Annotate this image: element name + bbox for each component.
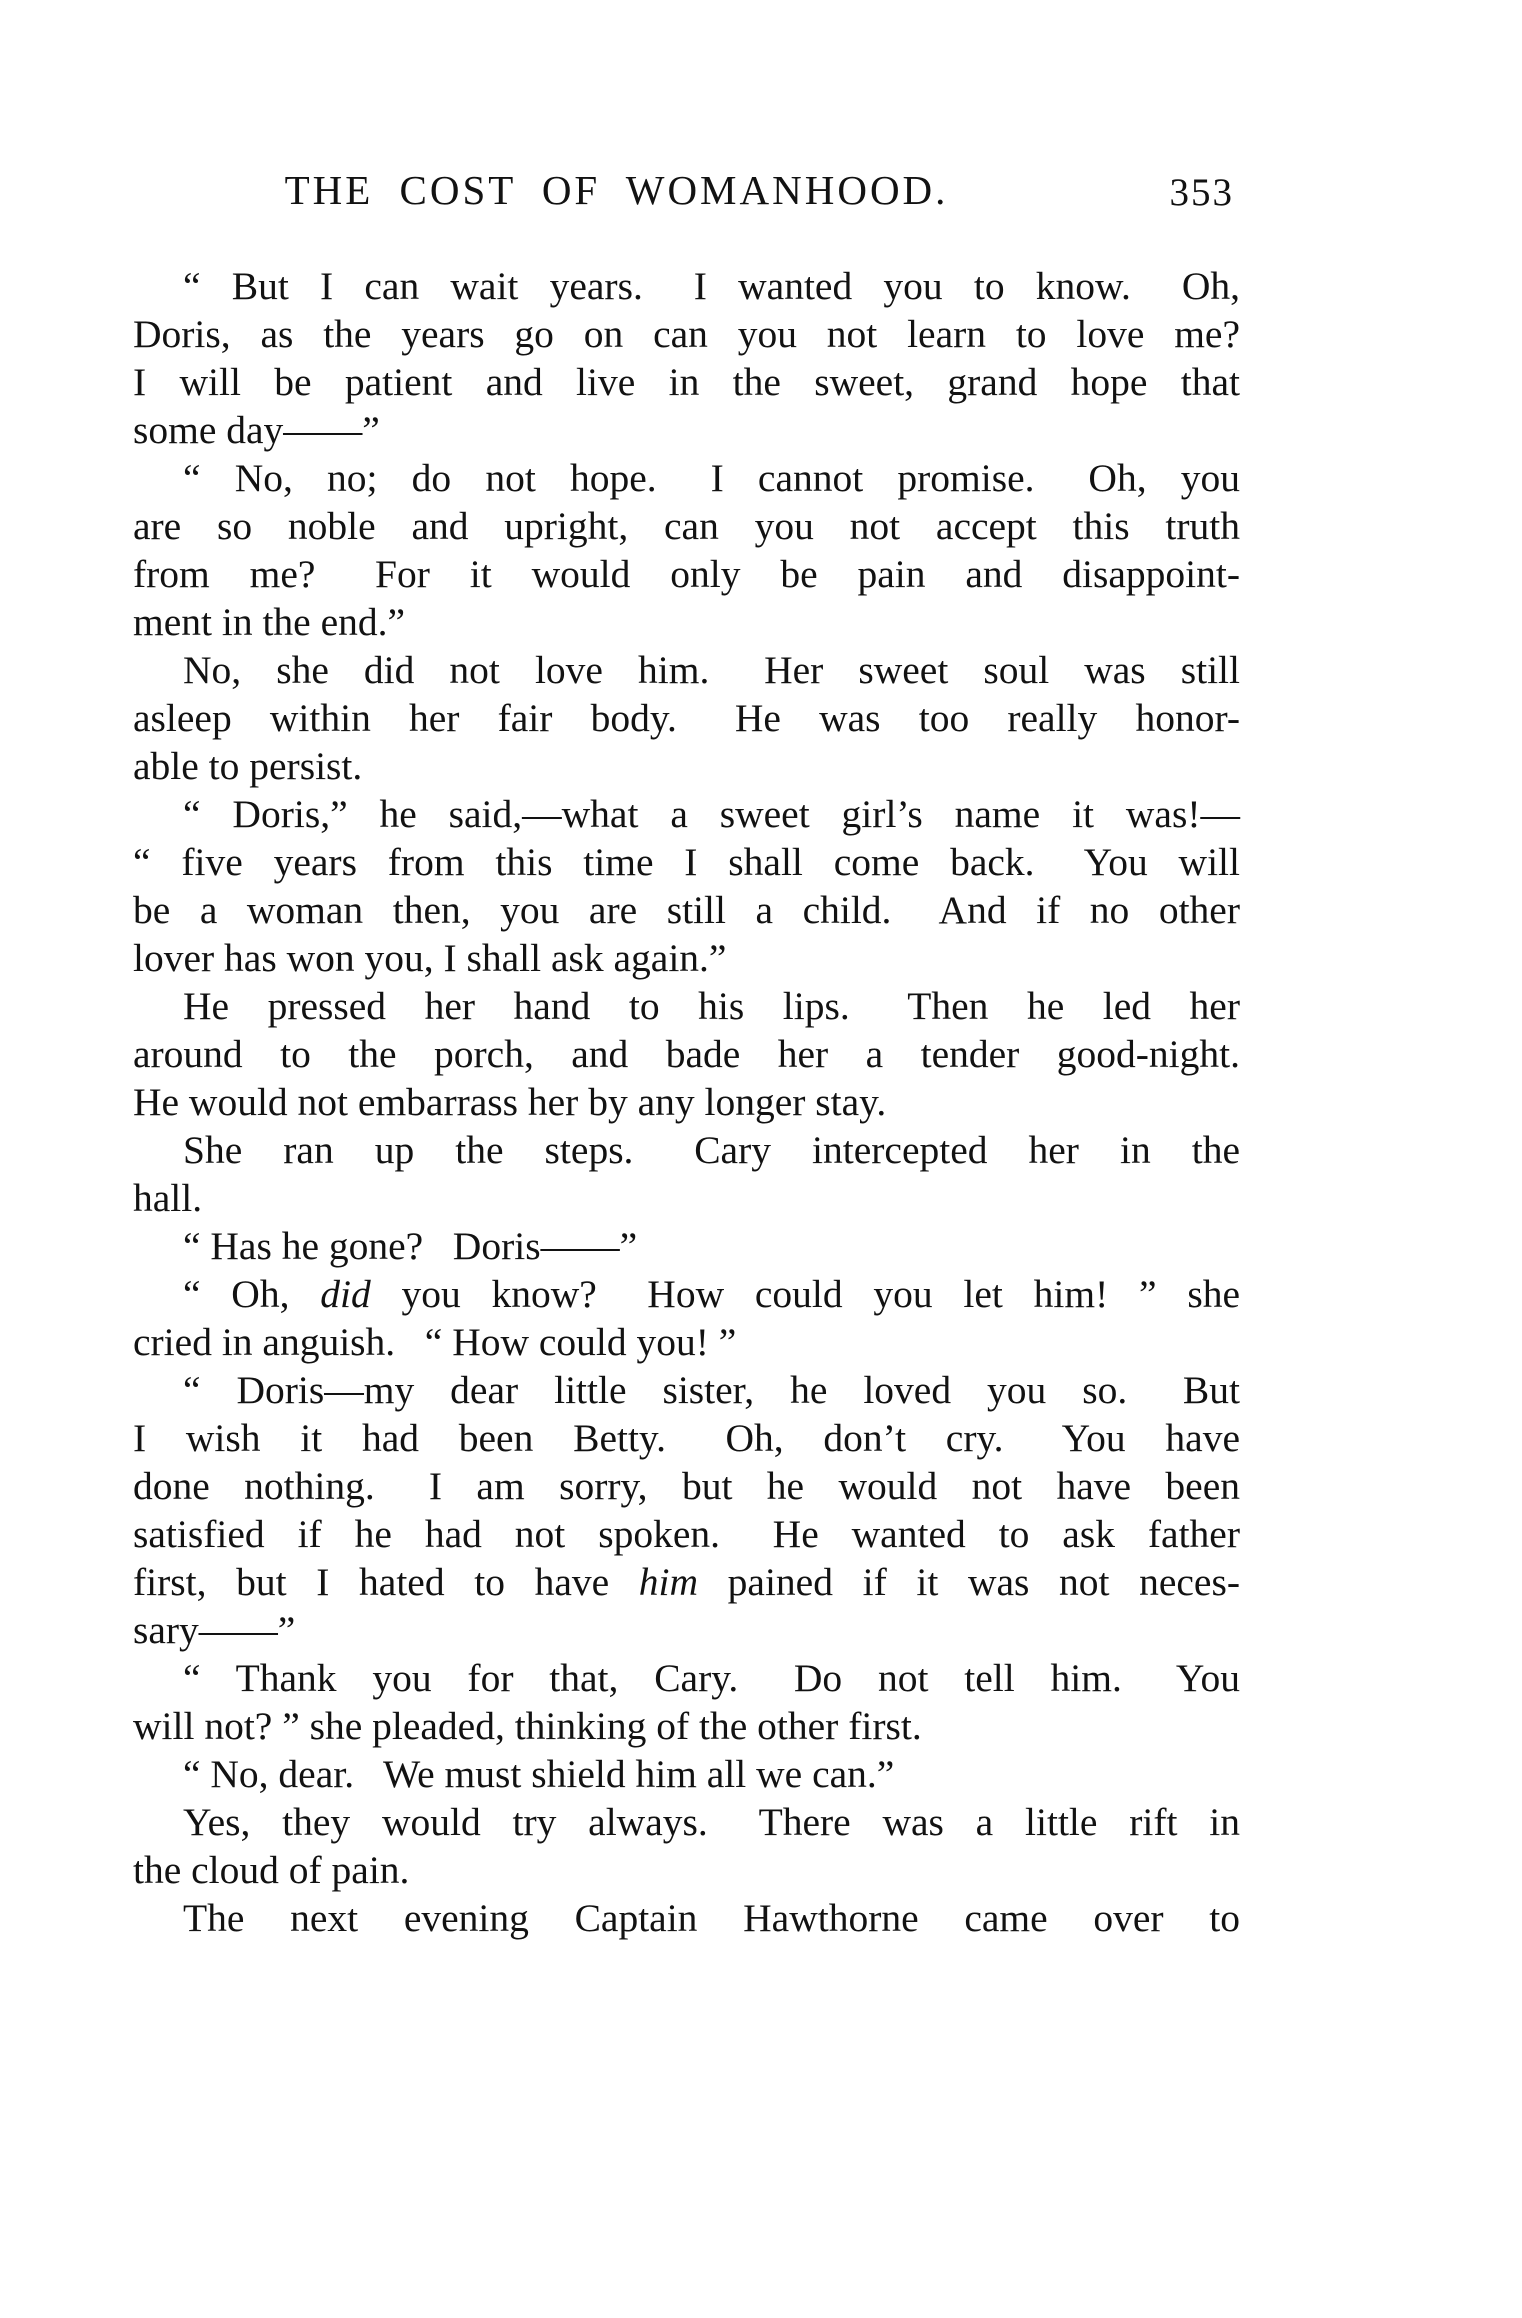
page-body <box>133 262 1240 1942</box>
text-line <box>133 1174 1240 1222</box>
text-segment: be a woman then, you are still a child. And if no other <box>133 888 1240 932</box>
text-segment: Doris, as the years go on can you not learn to love me? <box>133 312 1240 356</box>
text-segment: lover has won you, I shall ask again.” <box>133 936 727 980</box>
text-line <box>133 1030 1240 1078</box>
text-segment: around to the porch, and bade her a tender good-night. <box>133 1032 1240 1076</box>
page-header <box>133 166 1240 218</box>
text-segment: first, but I hated to have <box>133 1560 639 1604</box>
italic-text-segment: did <box>320 1272 371 1316</box>
text-line <box>133 1606 1240 1654</box>
text-line <box>133 1654 1240 1702</box>
text-segment: “ No, no; do not hope. I cannot promise. Oh, you <box>183 456 1240 500</box>
text-segment: “ Oh, <box>183 1272 321 1316</box>
text-segment: the cloud of pain. <box>133 1848 410 1892</box>
text-line <box>133 1750 1240 1798</box>
text-segment: “ No, dear. We must shield him all we can.” <box>183 1752 895 1796</box>
text-segment: able to persist. <box>133 744 363 788</box>
text-line <box>133 934 1240 982</box>
text-line <box>133 790 1240 838</box>
text-segment: He would not embarrass her by any longer stay. <box>133 1080 887 1124</box>
text-segment: hall. <box>133 1176 203 1220</box>
text-segment: I wish it had been Betty. Oh, don’t cry. You have <box>133 1416 1240 1460</box>
text-line <box>133 1222 1240 1270</box>
text-segment: The next evening Captain Hawthorne came over to <box>183 1896 1240 1940</box>
text-line <box>133 406 1240 454</box>
text-segment: cried in anguish. “ How could you! ” <box>133 1320 737 1364</box>
text-line <box>133 1702 1240 1750</box>
text-segment: “ But I can wait years. I wanted you to know. Oh, <box>183 264 1240 308</box>
text-segment: “ five years from this time I shall come back. You will <box>133 840 1240 884</box>
text-line <box>133 1318 1240 1366</box>
text-segment: Yes, they would try always. There was a little rift in <box>183 1800 1240 1844</box>
text-line <box>133 454 1240 502</box>
text-segment: ment in the end.” <box>133 600 406 644</box>
text-segment: “ Doris,” he said,—what a sweet girl’s name it was!— <box>183 792 1240 836</box>
text-line <box>133 598 1240 646</box>
text-line <box>133 1558 1240 1606</box>
text-line <box>133 982 1240 1030</box>
page-number: 353 <box>1169 171 1234 214</box>
text-segment: done nothing. I am sorry, but he would not have been <box>133 1464 1240 1508</box>
text-segment: some day——” <box>133 408 380 452</box>
text-line <box>133 1798 1240 1846</box>
text-line <box>133 1270 1240 1318</box>
text-segment: She ran up the steps. Cary intercepted her in the <box>183 1128 1240 1172</box>
italic-text-segment: him <box>638 1560 699 1604</box>
text-line <box>133 1414 1240 1462</box>
text-line <box>133 1894 1240 1942</box>
text-line <box>133 502 1240 550</box>
text-line <box>133 1462 1240 1510</box>
text-segment: I will be patient and live in the sweet, grand hope that <box>133 360 1240 404</box>
text-line <box>133 262 1240 310</box>
text-segment: are so noble and upright, can you not accept this truth <box>133 504 1240 548</box>
text-segment: you know? How could you let him! ” she <box>370 1272 1240 1316</box>
text-segment: “ Has he gone? Doris——” <box>183 1224 638 1268</box>
text-segment: pained if it was not neces- <box>698 1560 1240 1604</box>
text-line <box>133 742 1240 790</box>
text-line <box>133 550 1240 598</box>
text-segment: He pressed her hand to his lips. Then he led her <box>183 984 1240 1028</box>
running-head-title: THE COST OF WOMANHOOD. <box>284 167 949 213</box>
page <box>133 0 1240 1942</box>
text-line <box>133 1126 1240 1174</box>
text-segment: satisfied if he had not spoken. He wanted to ask father <box>133 1512 1240 1556</box>
text-line <box>133 1846 1240 1894</box>
text-line <box>133 838 1240 886</box>
text-segment: “ Thank you for that, Cary. Do not tell him. You <box>183 1656 1240 1700</box>
text-line <box>133 694 1240 742</box>
text-segment: will not? ” she pleaded, thinking of the other first. <box>133 1704 922 1748</box>
text-segment: asleep within her fair body. He was too really honor- <box>133 696 1240 740</box>
text-line <box>133 646 1240 694</box>
text-line <box>133 358 1240 406</box>
text-segment: “ Doris—my dear little sister, he loved you so. But <box>183 1368 1240 1412</box>
text-line <box>133 886 1240 934</box>
text-segment: from me? For it would only be pain and disappoint- <box>133 552 1240 596</box>
text-segment: No, she did not love him. Her sweet soul was still <box>183 648 1240 692</box>
text-segment: sary——” <box>133 1608 296 1652</box>
text-line <box>133 310 1240 358</box>
text-line <box>133 1510 1240 1558</box>
text-line <box>133 1366 1240 1414</box>
text-line <box>133 1078 1240 1126</box>
